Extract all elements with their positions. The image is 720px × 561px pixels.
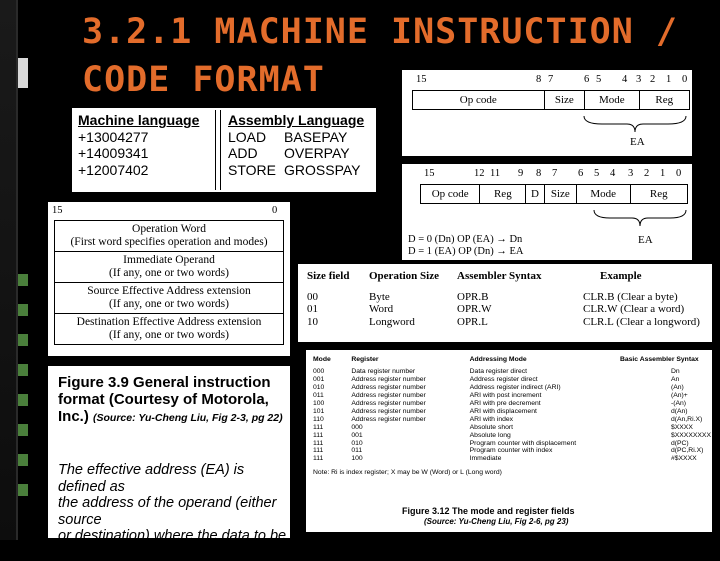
- destination-ea-extension-cell: Destination Effective Address extension (If any, one or two words): [55, 314, 283, 345]
- table-row: 111 100 Immediate #$XXXX: [313, 455, 697, 463]
- table-row: 111 010 Program counter with displacement d(PC): [313, 439, 689, 447]
- bit-label: 4: [610, 168, 616, 179]
- field-direction: D: [526, 185, 545, 203]
- slide-title-line2: CODE FORMAT: [82, 60, 325, 100]
- format-word-stack: [54, 220, 284, 345]
- instruction-format-2: [402, 164, 692, 260]
- bit-label: 7: [552, 168, 558, 179]
- field-mode: Mode: [577, 185, 631, 203]
- bit-label: 11: [490, 168, 501, 179]
- assembly-op: ADD: [228, 145, 258, 161]
- field-reg: Reg: [480, 185, 526, 203]
- bit-label: 3: [628, 168, 634, 179]
- assembly-operand: OVERPAY: [284, 145, 350, 161]
- general-instruction-format: [48, 202, 290, 356]
- assembly-language-column: [228, 112, 364, 178]
- size-table-col-header: Assembler Syntax: [457, 270, 542, 282]
- slide-bullet: [18, 424, 28, 436]
- slide-title-line1: 3.2.1 MACHINE INSTRUCTION /: [82, 12, 678, 52]
- operation-word-cell: Operation Word (First word specifies operation and modes): [55, 221, 283, 252]
- figure-caption: Figure 3.9 General instruction format (Courtesy of Motorola, Inc.) (Source: Yu-Cheng Liu, Fig 2-3, pg 22): [58, 374, 283, 425]
- mode-table-caption: Figure 3.12 The mode and register fields: [402, 506, 575, 516]
- ea-label: EA: [638, 234, 653, 246]
- size-table-col-header: Example: [600, 270, 642, 282]
- bit-label: 4: [622, 74, 628, 85]
- mode-register-table: [306, 350, 712, 532]
- field-size: Size: [545, 91, 586, 109]
- assembly-operand: BASEPAY: [284, 128, 348, 145]
- ea-brace: [582, 114, 688, 136]
- table-divider: [215, 110, 216, 190]
- bit-label: 15: [424, 168, 435, 179]
- table-row: 000 Data register number Data register direct Dn: [313, 367, 680, 375]
- size-table-header: [304, 270, 703, 283]
- assembly-row: [228, 129, 364, 146]
- effective-address-note: The effective address (EA) is defined as the address of the operand (either source or destination) where the data to be fetched or sent to.: [58, 462, 287, 561]
- table-divider: [220, 110, 221, 190]
- slide-left-bar: [0, 0, 16, 540]
- slide-bullet: [18, 454, 28, 466]
- direction-note: D = 0 (Dn) OP (EA) → Dn: [408, 234, 523, 245]
- assembly-operand: GROSSPAY: [284, 161, 361, 178]
- bit-label: 2: [650, 74, 656, 85]
- table-row: 011 Address register number ARI with post increment (An)+: [313, 391, 688, 399]
- field-mode: Mode: [585, 91, 639, 109]
- bit-label: 12: [474, 168, 485, 179]
- assembly-op: STORE: [228, 161, 276, 178]
- assembly-language-header: Assembly Language: [228, 112, 365, 128]
- field-opcode: Op code: [413, 91, 545, 109]
- field-reg: Reg: [649, 188, 668, 200]
- table-row: 111 000 Absolute short $XXXX: [313, 423, 693, 431]
- immediate-operand-cell: Immediate Operand (If any, one or two words): [55, 252, 283, 283]
- bit-label: 0: [676, 168, 682, 179]
- bit-label: 0: [682, 74, 688, 85]
- bit-label: 8: [536, 168, 542, 179]
- bit-label: 9: [518, 168, 524, 179]
- source-ea-extension-cell: Source Effective Address extension (If any, one or two words): [55, 283, 283, 314]
- direction-note: D = 1 (EA) OP (Dn) → EA: [408, 246, 524, 257]
- slide-bullet: [18, 334, 28, 346]
- bit-label: 15: [416, 74, 427, 85]
- slide-bullet: [18, 484, 28, 496]
- bit-label: 2: [644, 168, 650, 179]
- table-row: 00 Byte OPR.B CLR.B (Clear a byte): [307, 290, 678, 303]
- bit-label: 7: [548, 74, 554, 85]
- ea-brace: [592, 208, 688, 230]
- instruction-format-1: [402, 70, 692, 156]
- bit-label: 3: [636, 74, 642, 85]
- table-row: 100 Address register number ARI with pre decrement -(An): [313, 399, 687, 407]
- figure-caption-panel: [48, 366, 290, 561]
- slide-bullet: [18, 394, 28, 406]
- mode-table-note: Note: Ri is index register; X may be W (Word) or L (Long word): [313, 469, 502, 477]
- slide-bullet-marker: [18, 58, 28, 88]
- bit-label: 5: [596, 74, 602, 85]
- bit-field-box: [412, 90, 690, 110]
- table-row: 010 Address register number Address register indirect (ARI) (An): [313, 383, 684, 391]
- table-row: 111 011 Program counter with index d(PC,Ri.X): [313, 447, 704, 455]
- machine-code-row: +14009341: [78, 145, 149, 161]
- bit-label: 6: [584, 74, 590, 85]
- bit-label: 1: [660, 168, 666, 179]
- table-row: 10 Longword OPR.L CLR.L (Clear a longword): [307, 315, 700, 328]
- mode-table-header: Mode Register Addressing Mode Basic Assembler Syntax: [313, 356, 699, 363]
- size-table-col-header: Size field: [307, 270, 350, 282]
- bit-label: 5: [594, 168, 600, 179]
- bit-label: 8: [536, 74, 542, 85]
- field-opcode: Op code: [421, 185, 480, 203]
- size-field-table: [298, 264, 712, 342]
- mode-table-source: (Source: Yu-Cheng Liu, Fig 2-6, pg 23): [424, 517, 569, 526]
- slide-bullet: [18, 364, 28, 376]
- machine-language-column: [78, 112, 199, 178]
- table-row: 111 001 Absolute long $XXXXXXXX: [313, 431, 711, 439]
- machine-assembly-table: [72, 108, 376, 192]
- machine-code-row: +13004277: [78, 128, 149, 145]
- size-table-col-header: Operation Size: [369, 270, 439, 282]
- machine-language-header: Machine language: [78, 112, 200, 128]
- assembly-op: LOAD: [228, 128, 267, 145]
- bit-label: 15: [52, 205, 63, 216]
- table-row: 001 Address register number Address register direct An: [313, 375, 680, 383]
- bit-label: 0: [272, 205, 278, 216]
- field-reg: Reg: [655, 94, 674, 106]
- assembly-row: [228, 162, 364, 179]
- slide-bullet: [18, 274, 28, 286]
- machine-code-row: +12007402: [78, 161, 149, 178]
- bit-label: 6: [578, 168, 584, 179]
- slide-bullet: [18, 304, 28, 316]
- ea-label: EA: [630, 136, 645, 148]
- table-row: 110 Address register number ARI with index d(An,Ri.X): [313, 415, 703, 423]
- bit-field-box: [420, 184, 688, 204]
- field-size: Size: [545, 185, 577, 203]
- assembly-row: [228, 145, 364, 162]
- table-row: 01 Word OPR.W CLR.W (Clear a word): [307, 303, 685, 315]
- table-row: 101 Address register number ARI with displacement d(An): [313, 407, 688, 415]
- bit-label: 1: [666, 74, 672, 85]
